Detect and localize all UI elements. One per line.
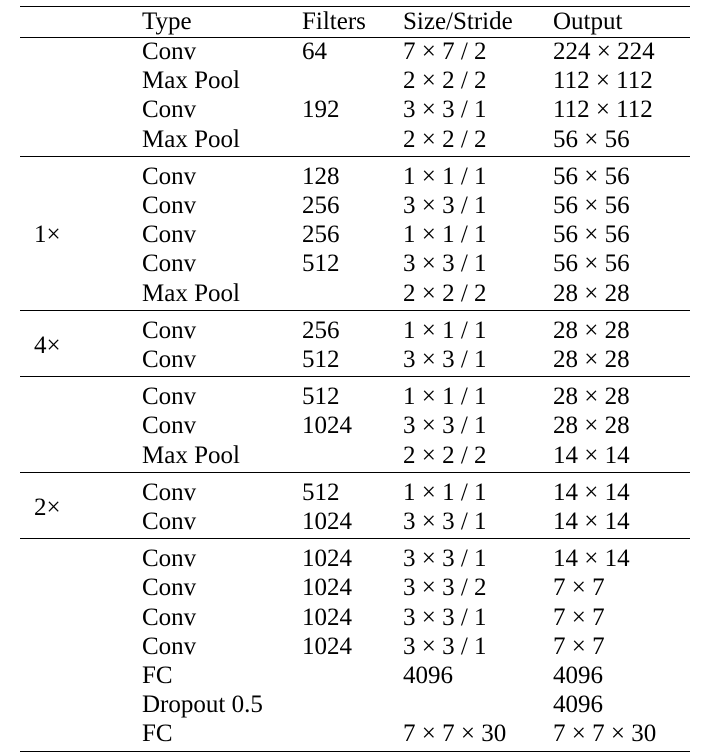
cell-output: 112 × 112: [553, 67, 653, 95]
cell-filters: 1024: [302, 632, 352, 660]
cell-filters: 192: [302, 96, 340, 124]
cell-type: Conv: [142, 603, 197, 631]
cell-output: 28 × 28: [553, 346, 630, 373]
cell-output: 28 × 28: [553, 412, 630, 440]
cell-size-stride: 7 × 7 / 2: [403, 38, 487, 65]
cell-size-stride: 1 × 1 / 1: [403, 162, 487, 190]
cell-type: Max Pool: [142, 125, 240, 153]
cell-type: Conv: [142, 346, 197, 373]
cell-filters: 512: [302, 250, 340, 278]
table-rule: [20, 472, 690, 473]
cell-output: 4096: [553, 662, 603, 689]
cell-output: 4096: [553, 691, 603, 719]
cell-output: 224 × 224: [553, 38, 655, 65]
header-size-stride: Size/Stride: [403, 8, 513, 35]
cell-size-stride: 3 × 3 / 1: [403, 603, 487, 631]
cell-filters: 256: [302, 221, 340, 249]
cell-type: Conv: [142, 412, 197, 440]
cell-type: Conv: [142, 545, 197, 573]
cell-type: Conv: [142, 162, 197, 190]
cell-filters: 256: [302, 192, 340, 219]
cell-size-stride: 3 × 3 / 1: [403, 545, 487, 573]
cell-filters: 256: [302, 316, 340, 344]
cell-type: Conv: [142, 478, 197, 506]
cell-output: 28 × 28: [553, 316, 630, 344]
cell-filters: 1024: [302, 574, 352, 602]
cell-size-stride: 3 × 3 / 1: [403, 346, 487, 373]
cell-size-stride: 4096: [403, 662, 453, 689]
cell-size-stride: 3 × 3 / 1: [403, 508, 487, 535]
cell-type: Conv: [142, 383, 197, 411]
cell-filters: 1024: [302, 545, 352, 573]
cell-output: 14 × 14: [553, 508, 630, 535]
cell-type: Conv: [142, 96, 197, 124]
cell-output: 7 × 7 × 30: [553, 720, 657, 748]
cell-size-stride: 2 × 2 / 2: [403, 125, 487, 153]
cell-type: Conv: [142, 316, 197, 344]
cell-type: Max Pool: [142, 441, 240, 469]
cell-filters: 1024: [302, 508, 352, 535]
cell-type: Conv: [142, 38, 197, 65]
cell-size-stride: 1 × 1 / 1: [403, 383, 487, 411]
cell-type: Conv: [142, 574, 197, 602]
cell-output: 7 × 7: [553, 632, 605, 660]
table-rule: [20, 310, 690, 311]
cell-filters: 64: [302, 38, 327, 65]
cell-size-stride: 3 × 3 / 1: [403, 412, 487, 440]
repeat-label: 4×: [34, 331, 61, 359]
cell-type: Dropout 0.5: [142, 691, 263, 719]
cell-type: Conv: [142, 508, 197, 535]
cell-output: 56 × 56: [553, 221, 630, 249]
cell-size-stride: 2 × 2 / 2: [403, 279, 487, 307]
table-rule: [20, 751, 690, 752]
repeat-label: 2×: [34, 493, 61, 521]
cell-size-stride: 3 × 3 / 1: [403, 632, 487, 660]
cell-size-stride: 2 × 2 / 2: [403, 67, 487, 95]
cell-type: Max Pool: [142, 279, 240, 307]
repeat-label: 1×: [34, 221, 61, 249]
cell-output: 56 × 56: [553, 192, 630, 219]
cell-size-stride: 3 × 3 / 1: [403, 96, 487, 124]
cell-size-stride: 1 × 1 / 1: [403, 221, 487, 249]
header-filters: Filters: [302, 8, 366, 35]
cell-output: 14 × 14: [553, 441, 630, 469]
table-rule: [20, 376, 690, 377]
cell-output: 56 × 56: [553, 250, 630, 278]
cell-output: 7 × 7: [553, 574, 605, 602]
cell-size-stride: 1 × 1 / 1: [403, 316, 487, 344]
cell-type: Conv: [142, 221, 197, 249]
cell-size-stride: 3 × 3 / 1: [403, 250, 487, 278]
cell-type: FC: [142, 720, 173, 748]
cell-output: 28 × 28: [553, 279, 630, 307]
cell-filters: 512: [302, 383, 340, 411]
cell-filters: 1024: [302, 412, 352, 440]
cell-output: 7 × 7: [553, 603, 605, 631]
cell-filters: 1024: [302, 603, 352, 631]
cell-filters: 512: [302, 478, 340, 506]
header-output: Output: [553, 8, 623, 35]
cell-type: Conv: [142, 192, 197, 219]
cell-size-stride: 3 × 3 / 1: [403, 192, 487, 219]
cell-output: 56 × 56: [553, 162, 630, 190]
cell-output: 112 × 112: [553, 96, 653, 124]
table-rule: [20, 538, 690, 539]
cell-type: Conv: [142, 632, 197, 660]
cell-size-stride: 2 × 2 / 2: [403, 441, 487, 469]
cell-size-stride: 3 × 3 / 2: [403, 574, 487, 602]
cell-type: FC: [142, 662, 173, 689]
cell-filters: 128: [302, 162, 340, 190]
cell-size-stride: 1 × 1 / 1: [403, 478, 487, 506]
cell-filters: 512: [302, 346, 340, 373]
cell-size-stride: 7 × 7 × 30: [403, 720, 507, 748]
cell-type: Conv: [142, 250, 197, 278]
cell-output: 28 × 28: [553, 383, 630, 411]
table-rule: [20, 156, 690, 157]
cell-output: 14 × 14: [553, 545, 630, 573]
cell-type: Max Pool: [142, 67, 240, 95]
cell-output: 56 × 56: [553, 125, 630, 153]
header-type: Type: [142, 8, 192, 35]
cell-output: 14 × 14: [553, 478, 630, 506]
